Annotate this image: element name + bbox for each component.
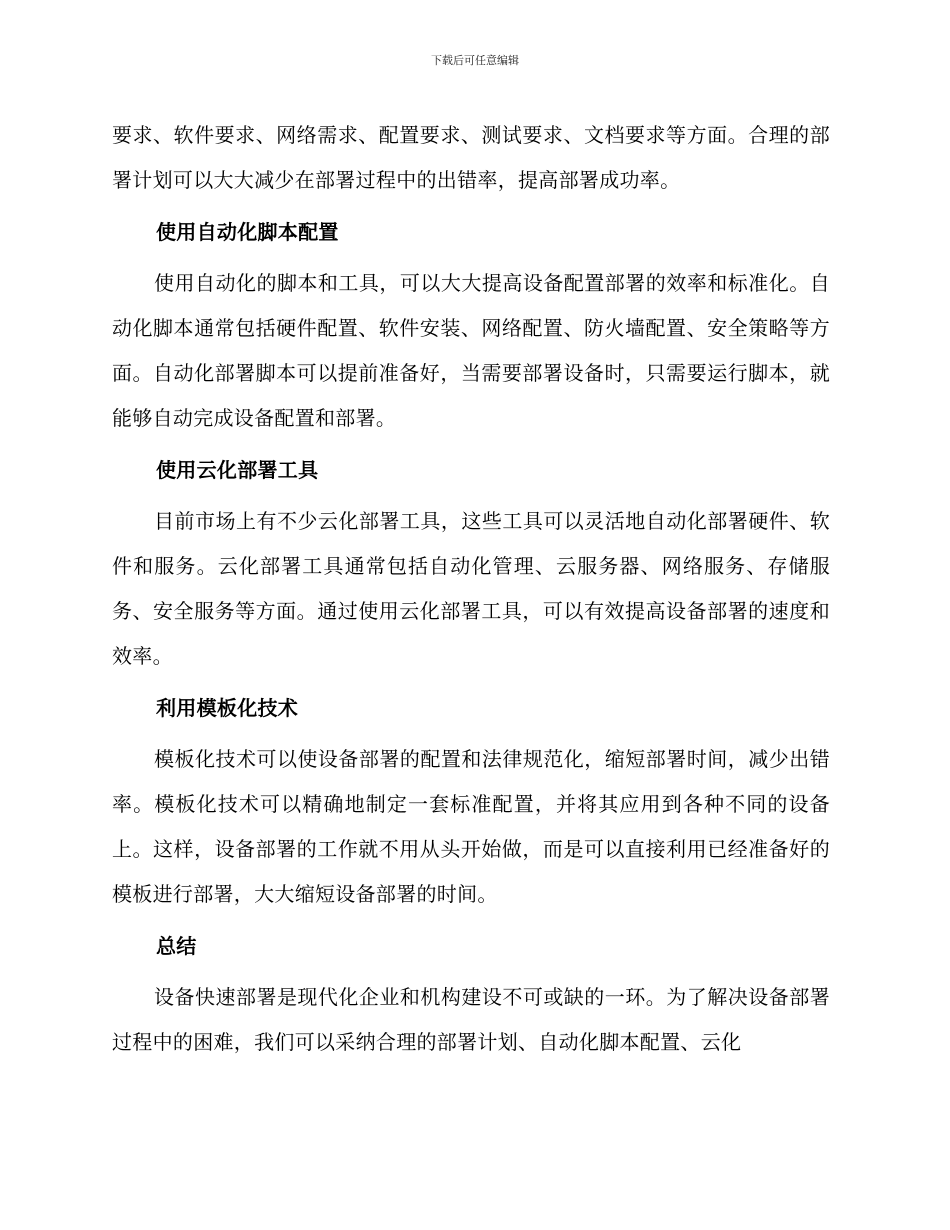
paragraph-deployment-plan-continued: 要求、软件要求、网络需求、配置要求、测试要求、文档要求等方面。合理的部署计划可以大大减少在部署过程中的出错率，提高部署成功率。: [112, 123, 830, 192]
page-header: 下载后可任意编辑: [431, 54, 519, 67]
document-body: [112, 113, 830, 1065]
paragraph-cloud-deployment-tools: 目前市场上有不少云化部署工具，这些工具可以灵活地自动化部署硬件、软件和服务。云化部署工具通常包括自动化管理、云服务器、网络服务、存储服务、安全服务等方面。通过使用云化部署工具，可以有效提高设备部署的速度和效率。: [112, 509, 830, 668]
heading-templating: 利用模板化技术: [156, 696, 299, 720]
paragraph-automation-scripts: 使用自动化的脚本和工具，可以大大提高设备配置部署的效率和标准化。自动化脚本通常包括硬件配置、软件安装、网络配置、防火墙配置、安全策略等方面。自动化部署脚本可以提前准备好，当需要部署设备时，只需要运行脚本，就能够自动完成设备配置和部署。: [112, 271, 830, 430]
heading-automation-scripts: 使用自动化脚本配置: [156, 220, 339, 244]
heading-summary: 总结: [156, 934, 197, 958]
heading-cloud-deployment-tools: 使用云化部署工具: [156, 458, 319, 482]
paragraph-summary: 设备快速部署是现代化企业和机构建设不可或缺的一环。为了解决设备部署过程中的困难，我们可以采纳合理的部署计划、自动化脚本配置、云化: [112, 985, 830, 1054]
paragraph-templating: 模板化技术可以使设备部署的配置和法律规范化，缩短部署时间，减少出错率。模板化技术可以精确地制定一套标准配置，并将其应用到各种不同的设备上。这样，设备部署的工作就不用从头开始做，而是可以直接利用已经准备好的模板进行部署，大大缩短设备部署的时间。: [112, 747, 830, 906]
